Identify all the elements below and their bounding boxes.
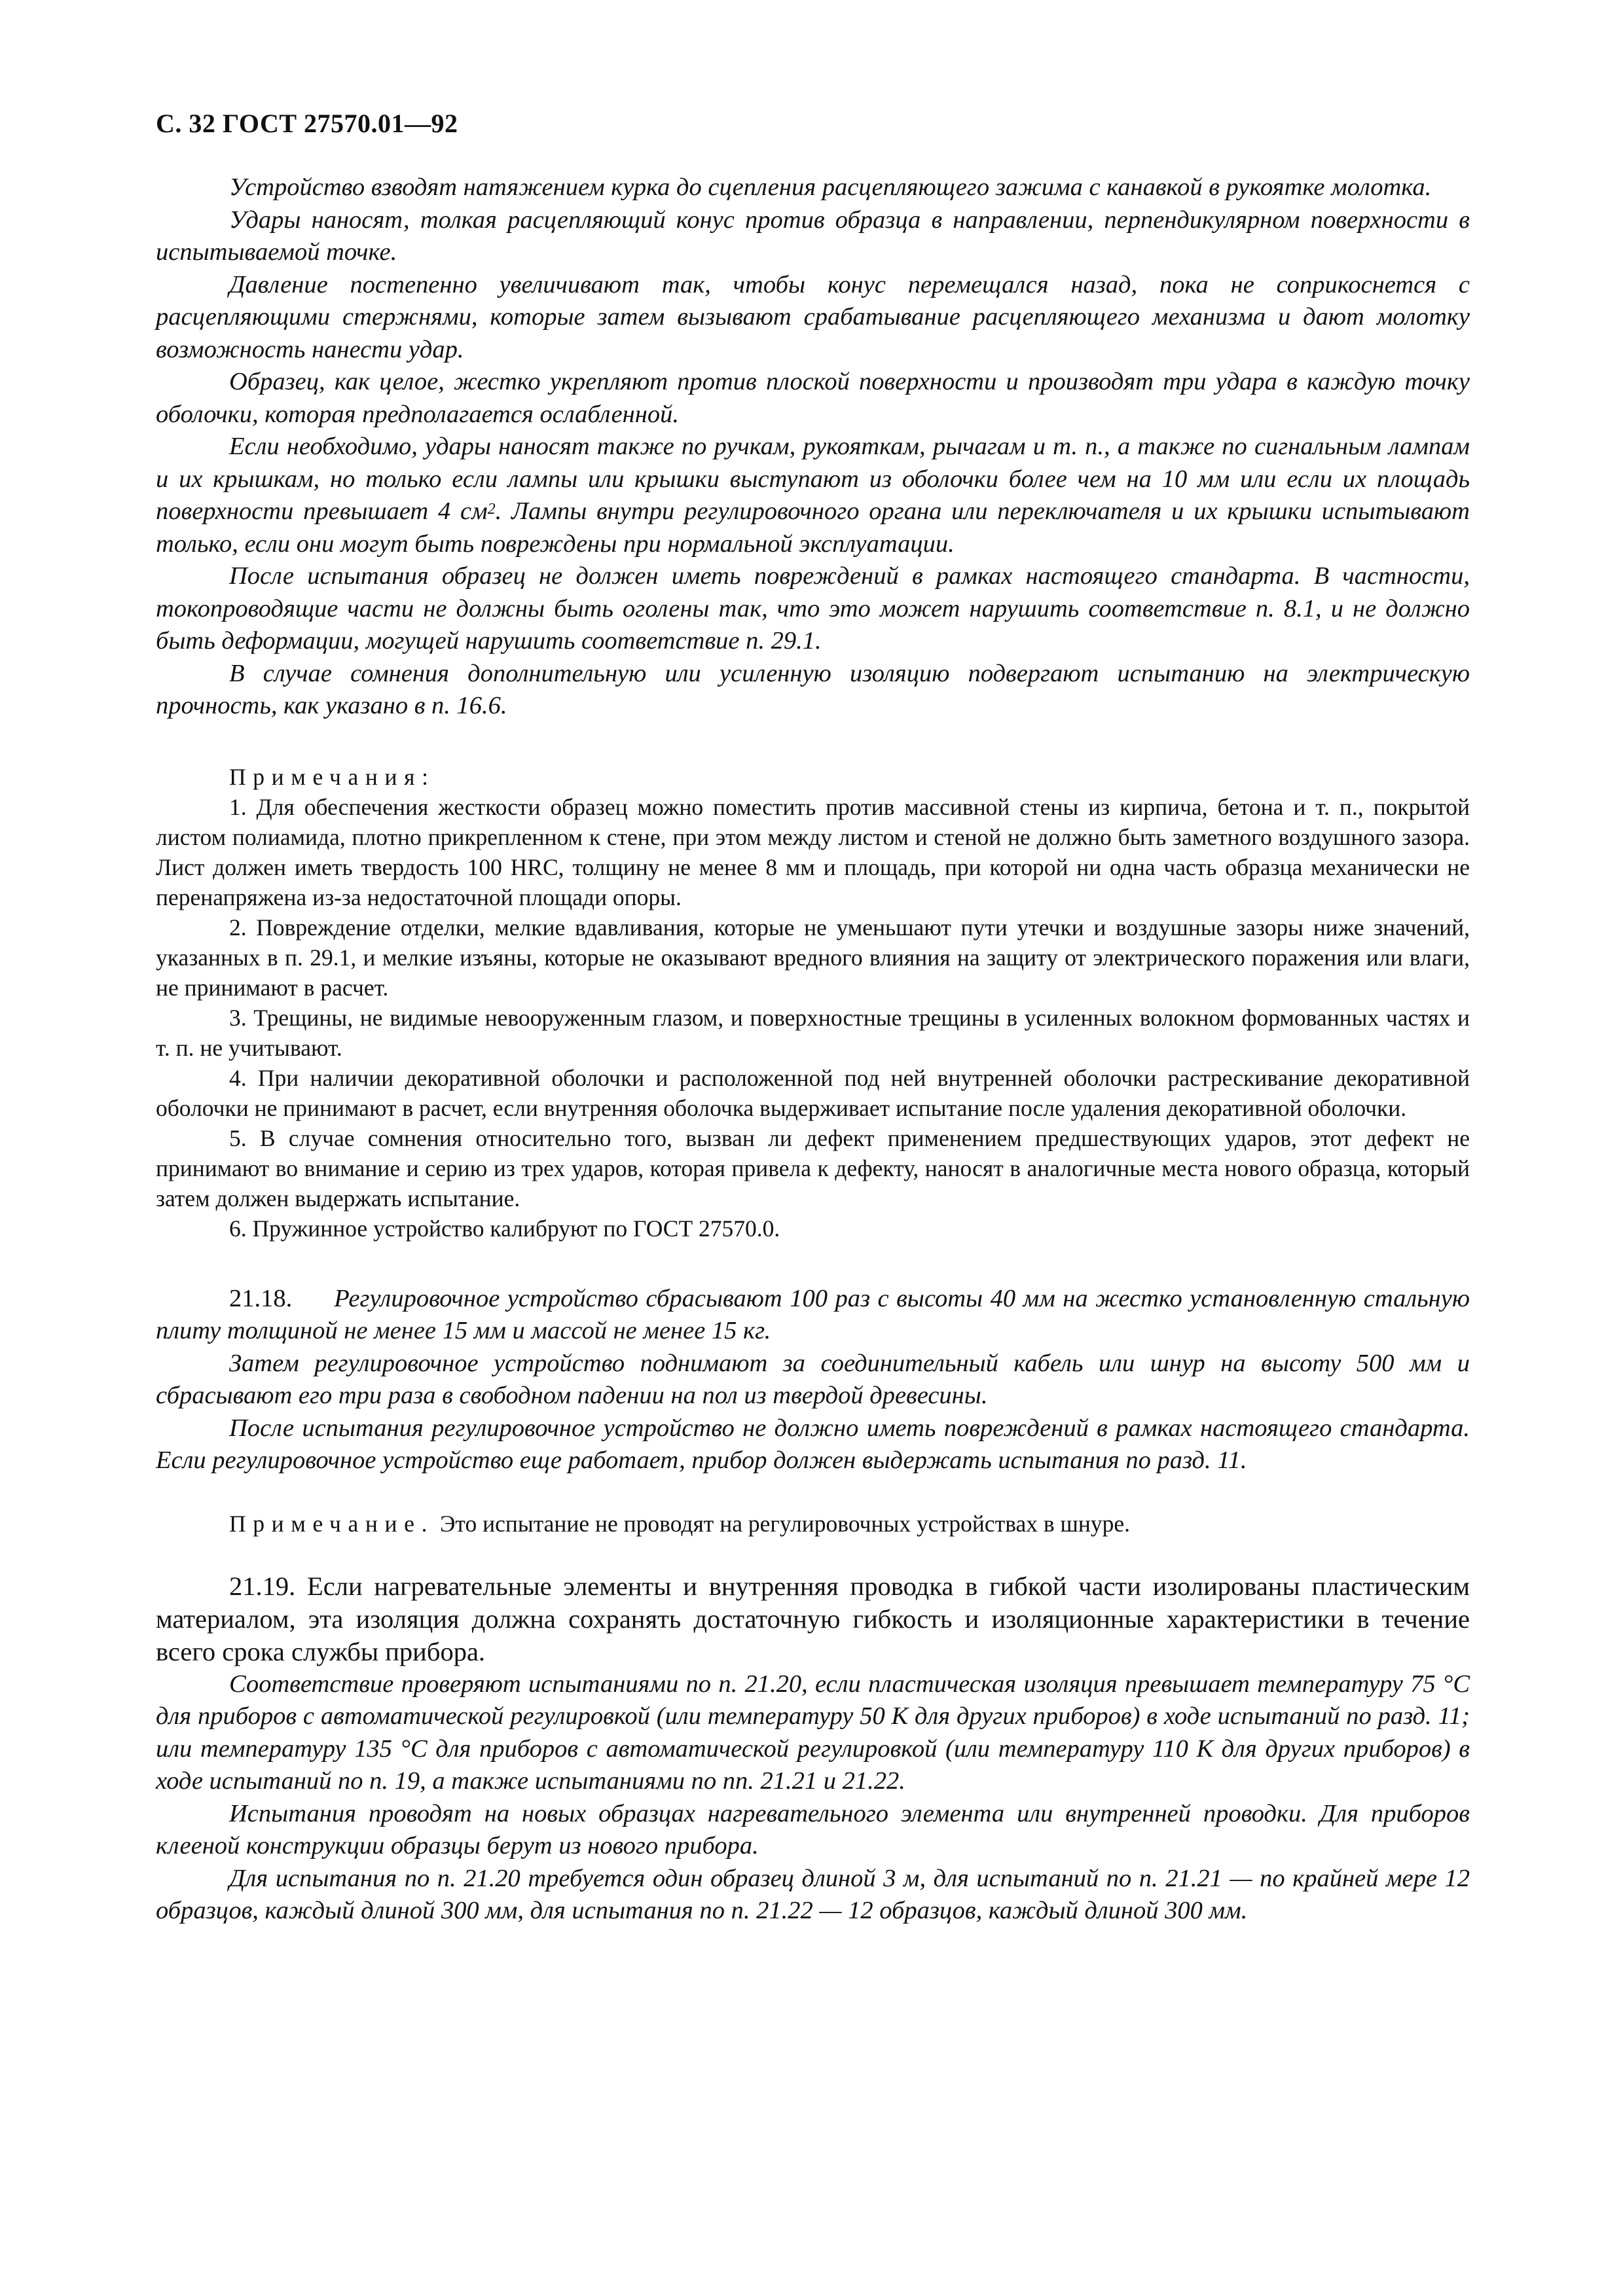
note-21-18-label: Примечание. [229,1510,435,1537]
note-item: 4. При наличии декоративной оболочки и расположенной под ней внутренней оболочки растрескивание декоративной оболочки не принимают в расчет, если внутренняя оболочка выдерживает испытание после удаления декоративной оболочки. [156,1064,1470,1121]
paragraph-after-test: После испытания образец не должен иметь повреждений в рамках настоящего стандарта. В частности, токопроводящие части не должны быть оголены так, что это может нарушить соответствие п. 8.1, и не должно быть деформации, могущей нарушить соответствие п. 29.1. [156,562,1470,655]
note-item: 1. Для обеспечения жесткости образец можно поместить против массивной стены из кирпича, бетона и т. п., покрытой листом полиамида, плотно прикрепленном к стене, при этом между листом и стеной не должно быть заметного воздушного зазора. Лист должен иметь твердость 100 HRC, толщину не менее 8 мм и площадь, при которой ни одна часть образца механически не перенапряжена из-за недостаточной площади опоры. [156,793,1470,910]
notes-heading: Примечания: [229,763,435,790]
paragraph-blows: Удары наносят, толкая расцепляющий конус против образца в направлении, перпендикулярном поверхности в испытываемой точке. [156,206,1470,266]
paragraph-cable-drop: Затем регулировочное устройство поднимают за соединительный кабель или шнур на высоту 500 мм и сбрасывают его три раза в свободном падении на пол из твердой древесины. [156,1349,1470,1409]
paragraph-regulator-after-test: После испытания регулировочное устройство не должно иметь повреждений в рамках настоящего стандарта. Если регулировочное устройство еще работает, прибор должен выдержать испытания по разд. 11. [156,1414,1470,1474]
paragraph-handles-lamps-text: Если необходимо, удары наносят также по ручкам, рукояткам, рычагам и т. п., а также по сигнальным лампам и их крышкам, но только если лампы или крышки выступают из оболочки более чем на 10 мм или если их площадь поверхности превышает 4 см [156,433,1470,525]
note-item: 2. Повреждение отделки, мелкие вдавливания, которые не уменьшают пути утечки и воздушные зазоры ниже значений, указанных в п. 29.1, и мелкие изъяны, которые не оказывают вредного влияния на защиту от электрического поражения или влаги, не принимают в расчет. [156,914,1470,1001]
paragraph-cocking: Устройство взводят натяжением курка до сцепления расцепляющего зажима с канавкой в рукоятке молотка. [229,173,1432,201]
paragraph-sample-mounting: Образец, как целое, жестко укрепляют против плоской поверхности и производят три удара в каждую точку оболочки, которая предполагается ослабленной. [156,368,1470,428]
paragraph-handles-lamps-text-after: . Лампы внутри регулировочного органа или переключателя и их крышки испытывают только, если они могут быть повреждены при нормальной эксплуатации. [156,497,1470,558]
note-21-18 [156,1509,1470,1539]
note-item: 6. Пружинное устройство калибруют по ГОСТ 27570.0. [229,1215,780,1242]
page-header: С. 32 ГОСТ 27570.01—92 [156,109,458,138]
clause-21-19: 21.19. Если нагревательные элементы и внутренняя проводка в гибкой части изолированы пластическим материалом, эта изоляция должна сохранять достаточную гибкость и изоляционные характеристики в течение всего срока службы прибора. [156,1571,1470,1666]
note-21-18-text: Это испытание не проводят на регулировочных устройствах в шнуре. [440,1510,1130,1537]
superscript-two: 2 [487,500,496,518]
paragraph-new-samples: Испытания проводят на новых образцах нагревательного элемента или внутренней проводки. Для приборов клееной конструкции образцы берут из нового прибора. [156,1799,1470,1859]
note-item: 5. В случае сомнения относительно того, вызван ли дефект применением предшествующих ударов, этот дефект не принимают во внимание и серию из трех ударов, которая привела к дефекту, наносят в аналогичные места нового образца, который затем должен выдержать испытание. [156,1124,1470,1211]
clause-21-18-text: Регулировочное устройство сбрасывают 100 раз с высоты 40 мм на жестко установленную стальную плиту толщиной не менее 15 мм и массой не менее 15 кг. [156,1284,1470,1344]
clause-21-18 [156,1283,1470,1348]
clause-21-18-number: 21.18. [229,1284,293,1312]
paragraph-sample-lengths: Для испытания по п. 21.20 требуется один образец длиной 3 м, для испытаний по п. 21.21 — по крайней мере 12 образцов, каждый длиной 300 мм, для испытания по п. 21.22 — 12 образцов, каждый длиной 300 мм. [156,1864,1470,1924]
paragraph-handles-lamps [156,431,1470,560]
note-item: 3. Трещины, не видимые невооруженным глазом, и поверхностные трещины в усиленных волокном формованных частях и т. п. не учитывают. [156,1004,1470,1061]
paragraph-pressure: Давление постепенно увеличивают так, чтобы конус перемещался назад, пока не соприкоснется с расцепляющими стержнями, которые затем вызывают срабатывание расцепляющего механизма и дают молотку возможность нанести удар. [156,270,1470,363]
page-content [156,171,1470,1928]
paragraph-compliance-check: Соответствие проверяют испытаниями по п. 21.20, если пластическая изоляция превышает температуру 75 °С для приборов с автоматической регулировкой (или температуру 50 К для других приборов) в ходе испытаний по разд. 11; или температуру 135 °С для приборов с автоматической регулировкой (или температуру 110 К для других приборов) в ходе испытаний по п. 19, а также испытаниями по пп. 21.21 и 21.22. [156,1670,1470,1795]
paragraph-insulation-doubt: В случае сомнения дополнительную или усиленную изоляцию подвергают испытанию на электрическую прочность, как указано в п. 16.6. [156,659,1470,719]
